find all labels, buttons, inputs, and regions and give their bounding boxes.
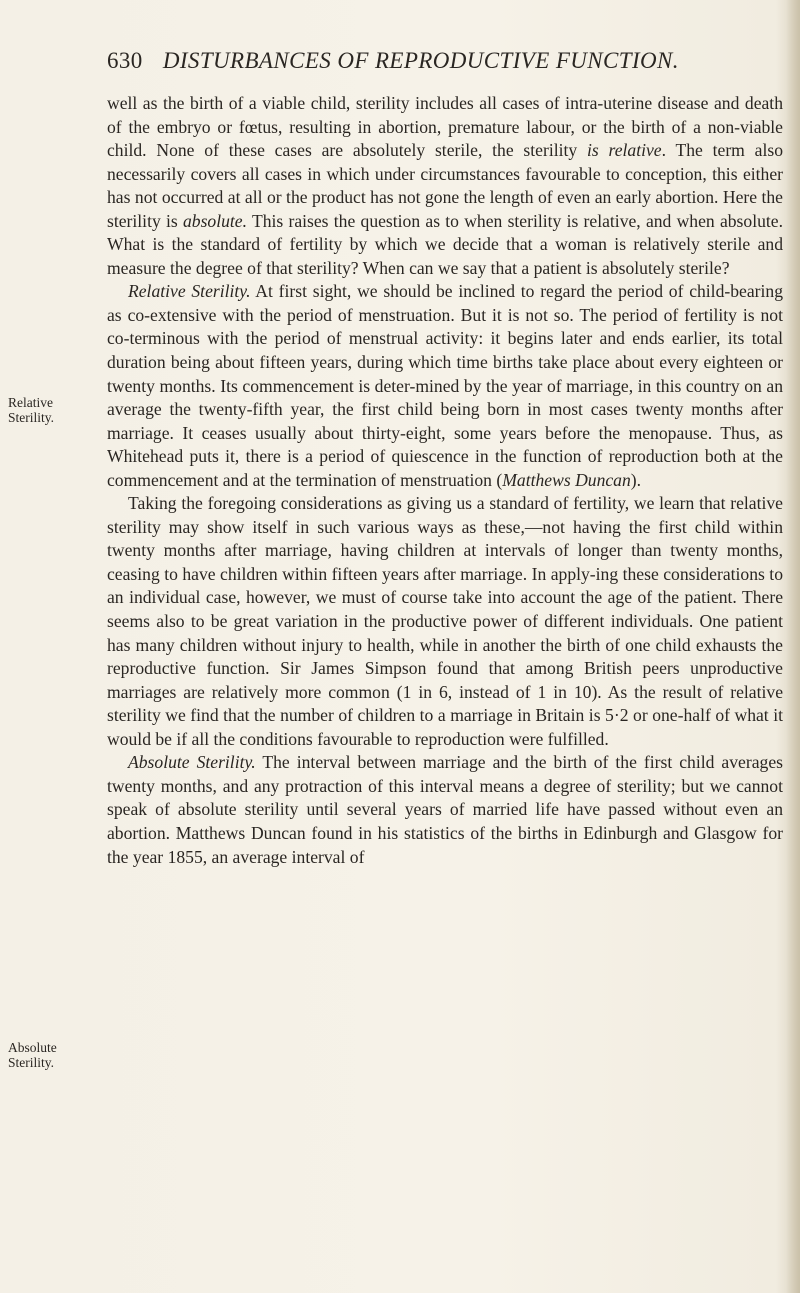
paragraph-foregoing-considerations: Taking the foregoing considerations as giving us a standard of fertility, we learn that relative sterility may show itself in such various ways as these,—not having the first child within twenty months after marriage, having children at intervals of longer than twenty months, ceasing to have children within fifteen years after marriage. In apply-ing these considerations to an individual case, however, we must of course take into account the age of the patient. There seems also to be great variation in the productive power of different individuals. One patient has many children without injury to health, while in another the birth of one child exhausts the reproductive function. Sir James Simpson found that among British peers unproductive marriages are relatively more common (1 in 6, instead of 1 in 10). As the result of relative sterility we find that the number of children to a marriage in Britain is 5·2 or one-half of what it would be if all the conditions favourable to reproduction were fulfilled.: [107, 493, 783, 749]
paragraph-relative-sterility: [107, 280, 783, 492]
paragraph-relative-sterility-text: At first sight, we should be inclined to regard the period of child-bearing as co-extensive with the period of menstruation. But it is not so. The period of fertility is not co-terminous with the period of menstrual activity: it begins later and ends earlier, its total duration being about fifteen years, during which time births take place about every eighteen or twenty months. Its commencement is deter-mined by the year of marriage, in this country on an average the twenty-fifth year, the first child being born in most cases twenty months after marriage. It ceases usually about thirty-eight, some years before the menopause. Thus, as Whitehead puts it, there is a period of quiescence in the function of reproduction both at the commencement and at the termination of menstruation (Matthews Duncan).: [107, 281, 783, 490]
paragraph-absolute-sterility: [107, 751, 783, 869]
paragraph-continuation: well as the birth of a viable child, sterility includes all cases of intra-uterine disease and death of the embryo or fœtus, resulting in abortion, premature labour, or the birth of a non-viable child. None of these cases are absolutely sterile, the sterility is relative. The term also necessarily covers all cases in which under circumstances favourable to conception, this either has not occurred at all or the product has not gone the length of even an early abortion. Here the sterility is absolute. This raises the question as to when sterility is relative, and when absolute. What is the standard of fertility by which we decide that a woman is relatively sterile and measure the degree of that sterility? When can we say that a patient is absolutely sterile?: [107, 93, 784, 278]
page-number: 630: [107, 48, 143, 73]
margin-note-relative-sterility: Relative Sterility.: [8, 395, 54, 425]
page-edge-shadow: [786, 0, 800, 1293]
section-heading-relative-sterility: Relative Sterility.: [128, 281, 251, 302]
section-heading-absolute-sterility: Absolute Sterility.: [128, 752, 256, 773]
paragraph-absolute-sterility-text: The interval between marriage and the birth of the first child averages twenty months, and any protraction of this interval means a degree of sterility; but we cannot speak of absolute sterility until several years of married life have passed without even an abortion. Matthews Duncan found in his statistics of the births in Edinburgh and Glasgow for the year 1855, an average interval of: [107, 752, 783, 867]
page-header: [107, 48, 777, 74]
body-text: [107, 92, 783, 869]
margin-note-absolute-sterility: Absolute Sterility.: [8, 1040, 57, 1070]
running-title: DISTURBANCES OF REPRODUCTIVE FUNCTION.: [162, 48, 679, 73]
